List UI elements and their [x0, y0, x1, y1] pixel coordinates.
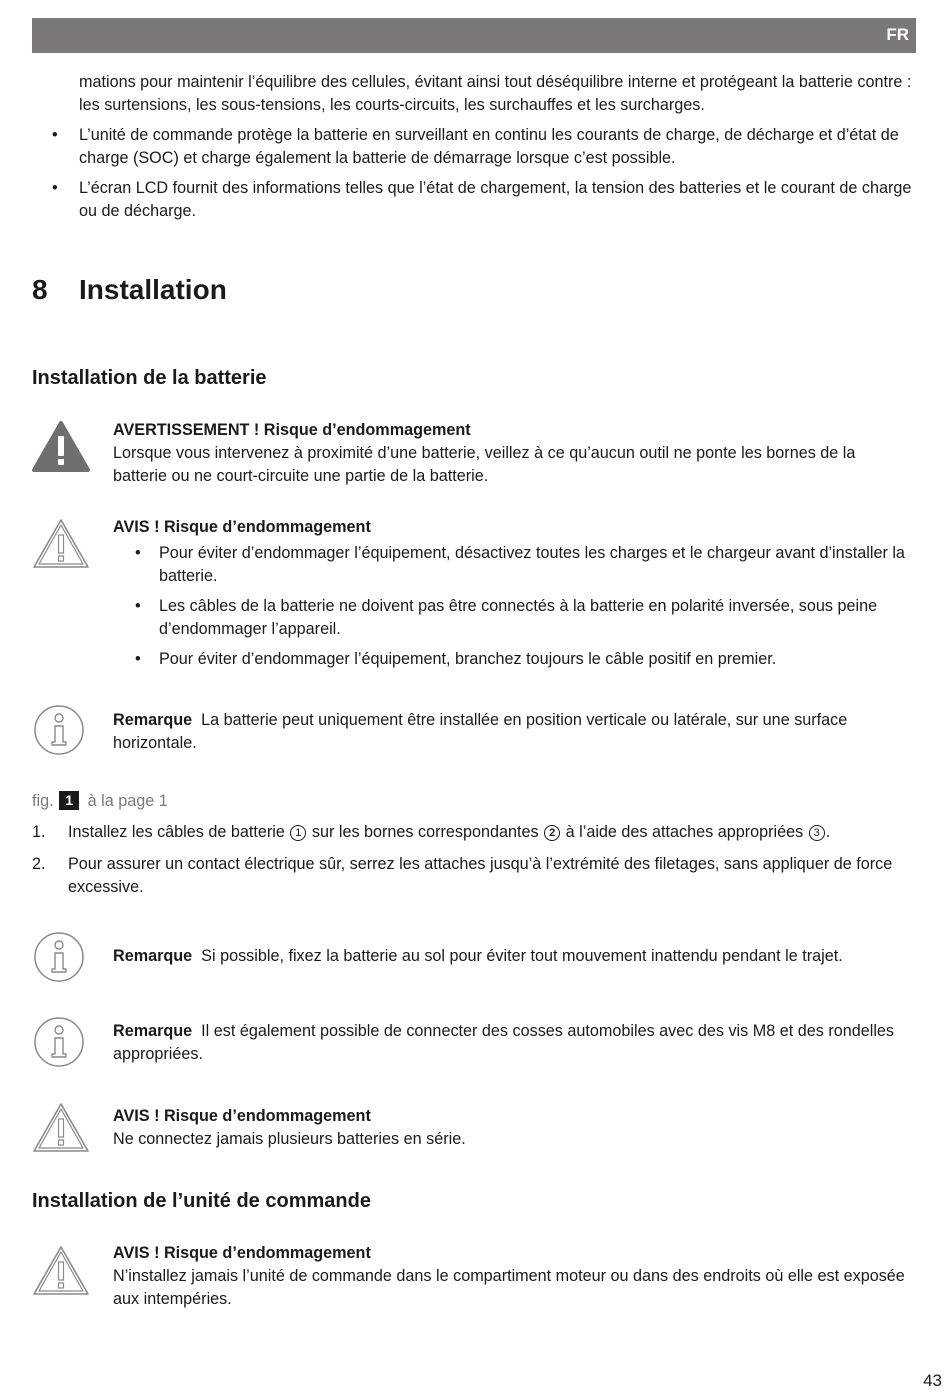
info-icon	[33, 1016, 85, 1068]
page-number: 43	[923, 1371, 942, 1390]
caution-outline-icon	[31, 1244, 91, 1298]
list-item: • L’écran LCD fournit des informations telles que l’état de chargement, la tension des batteries et le courant de charge ou de décharge.	[52, 177, 922, 223]
warning-title: AVERTISSEMENT ! Risque d’endommagement	[113, 421, 471, 439]
list-item: • Les câbles de la batterie ne doivent pas être connectés à la batterie en polarité inversée, sous peine d’endommager l’appareil.	[113, 595, 913, 641]
remark-block	[113, 709, 913, 755]
notice-block	[113, 1242, 913, 1311]
section-heading-battery: Installation de la batterie	[32, 367, 267, 389]
step-text: .	[825, 823, 831, 841]
notice-text: Ne connectez jamais plusieurs batteries en série.	[113, 1130, 466, 1148]
fig-suffix: à la page 1	[87, 792, 168, 810]
notice-list	[113, 542, 913, 671]
remark-block	[113, 1020, 913, 1066]
notice-block	[113, 516, 913, 678]
step-item	[32, 821, 902, 844]
notice-title: AVIS ! Risque d’endommagement	[113, 1107, 371, 1125]
info-icon	[33, 704, 85, 756]
chapter-heading	[32, 272, 227, 308]
warning-text: Lorsque vous intervenez à proximité d’une batterie, veillez à ce qu’aucun outil ne ponte les bornes de la batterie ou ne court-circuite une partie de la batterie.	[113, 444, 856, 485]
section-heading-control-unit: Installation de l’unité de commande	[32, 1190, 371, 1212]
installation-steps	[32, 821, 902, 908]
feature-list	[52, 124, 922, 230]
step-text: Installez les câbles de batterie	[68, 823, 285, 841]
list-item: • L’unité de commande protège la batterie en surveillant en continu les courants de charge, de décharge et d’état de charge (SOC) et charge également la batterie de démarrage lorsque c’est possible.	[52, 124, 922, 170]
callout-2: 2	[544, 825, 560, 841]
step-text: à l’aide des attaches appropriées	[565, 823, 804, 841]
notice-text: N’installez jamais l’unité de commande dans le compartiment moteur ou dans des endroits où elle est exposée aux intempéries.	[113, 1267, 905, 1308]
remark-text: Si possible, fixez la batterie au sol pour éviter tout mouvement inattendu pendant le trajet.	[201, 947, 843, 965]
list-item: • Pour éviter d’endommager l’équipement, branchez toujours le câble positif en premier.	[113, 648, 913, 671]
callout-3: 3	[809, 825, 825, 841]
warning-filled-icon	[31, 420, 91, 474]
notice-block	[113, 1105, 913, 1151]
language-tag: FR	[886, 25, 909, 44]
warning-block	[113, 419, 913, 488]
chapter-title: Installation	[79, 274, 227, 305]
callout-1: 1	[290, 825, 306, 841]
step-number: 2.	[32, 855, 46, 873]
step-item	[32, 853, 902, 899]
remark-text: La batterie peut uniquement être installée en position verticale ou latérale, sur une surface horizontale.	[113, 711, 848, 752]
figure-number-badge: 1	[59, 791, 79, 810]
continuation-paragraph: mations pour maintenir l’équilibre des cellules, évitant ainsi tout déséquilibre interne et protégeant la batterie contre : les surtensions, les sous-tensions, les courts-circuits, les surchauffes et les surcharges.	[79, 73, 912, 114]
figure-reference	[32, 790, 168, 813]
header-bar	[32, 18, 916, 53]
remark-label: Remarque	[113, 711, 193, 729]
remark-label: Remarque	[113, 947, 193, 965]
caution-outline-icon	[31, 517, 91, 571]
remark-text: Il est également possible de connecter des cosses automobiles avec des vis M8 et des rondelles appropriées.	[113, 1022, 895, 1063]
step-text: Pour assurer un contact électrique sûr, serrez les attaches jusqu’à l’extrémité des filetages, sans appliquer de force excessive.	[68, 855, 893, 896]
notice-title: AVIS ! Risque d’endommagement	[113, 1244, 371, 1262]
remark-label: Remarque	[113, 1022, 193, 1040]
chapter-number: 8	[32, 274, 48, 305]
fig-prefix: fig.	[32, 792, 54, 810]
step-number: 1.	[32, 823, 46, 841]
list-item: • Pour éviter d’endommager l’équipement, désactivez toutes les charges et le chargeur avant d’installer la batterie.	[113, 542, 913, 588]
caution-outline-icon	[31, 1101, 91, 1155]
notice-title: AVIS ! Risque d’endommagement	[113, 518, 371, 536]
step-text: sur les bornes correspondantes	[311, 823, 539, 841]
info-icon	[33, 931, 85, 983]
remark-block	[113, 945, 913, 968]
